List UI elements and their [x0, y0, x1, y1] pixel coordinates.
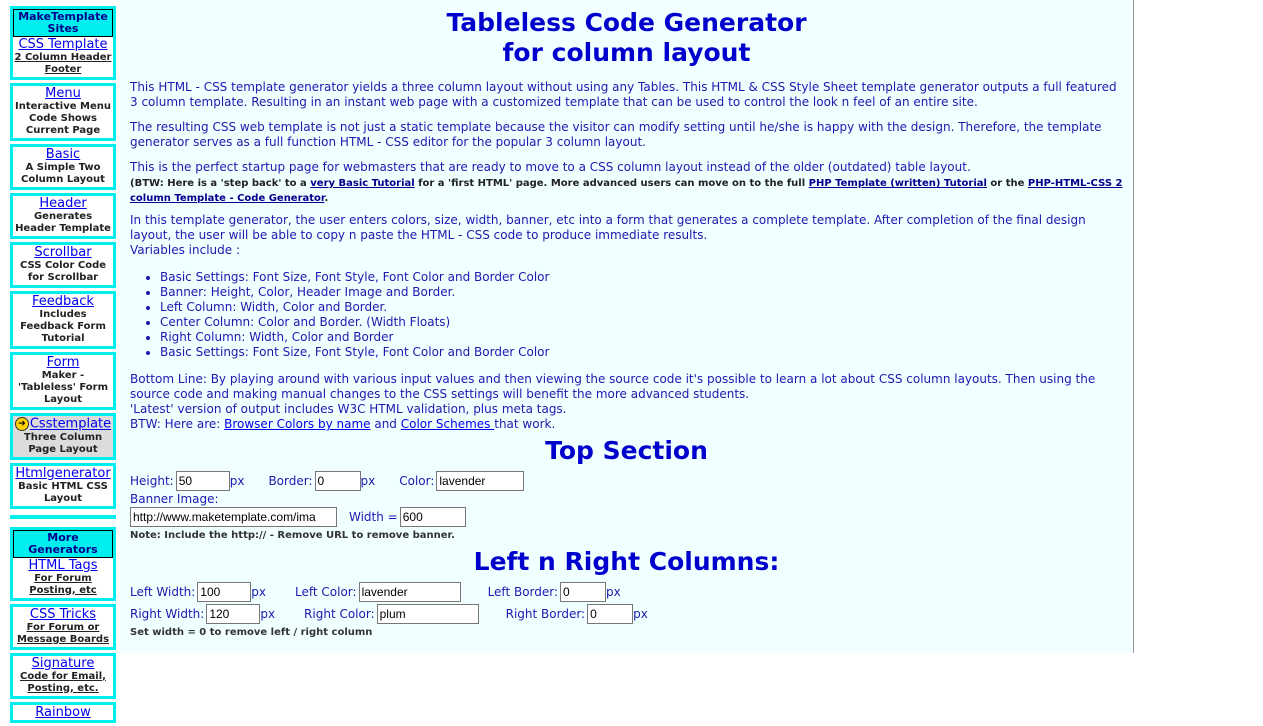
btw-text: for a 'first HTML' page. More advanced users can move on to the full	[414, 178, 809, 189]
sidebar-desc: Interactive Menu Code Shows Current Page	[15, 101, 111, 136]
startup-paragraph	[130, 160, 1123, 205]
sidebar-desc: Generates Header Template	[15, 211, 111, 234]
bottom-line-paragraph	[130, 372, 1123, 432]
right-border-label: Right Border:	[505, 606, 586, 621]
px-unit: px	[229, 473, 245, 488]
left-width-label: Left Width:	[130, 584, 196, 599]
sidebar-link-rainbow[interactable]: Rainbow	[35, 704, 91, 720]
btw-colors-text: BTW: Here are:	[130, 417, 225, 431]
page-title	[130, 8, 1123, 68]
generator-paragraph	[130, 213, 1123, 258]
columns-heading: Left n Right Columns:	[473, 547, 780, 576]
left-width-input[interactable]	[197, 582, 251, 602]
php-code-generator-link[interactable]: PHP-HTML-CSS 2 column Template - Code Generator	[130, 178, 1123, 204]
btw-text: (BTW: Here is a 'step back' to a	[130, 178, 311, 189]
color-schemes-link[interactable]: Color Schemes	[400, 417, 495, 431]
banner-row	[130, 506, 1123, 528]
sidebar-header: MakeTemplate Sites	[13, 9, 113, 37]
sidebar-current-label: Csstemplate	[29, 416, 112, 432]
btw-colors-text: that work.	[494, 417, 556, 431]
sidebar-desc: Basic HTML CSS Layout	[18, 480, 108, 504]
right-color-label: Right Color:	[304, 606, 375, 621]
more-generators-box	[10, 527, 116, 601]
btw-text: or the	[986, 178, 1028, 189]
right-width-input[interactable]	[206, 604, 260, 624]
generator-text: In this template generator, the user enters colors, size, width, banner, etc into a form that generates a complete template. After completion of the final design layout, the user will be able to copy n paste the HTML - CSS code to produce immediate results.	[130, 213, 1086, 242]
intro-paragraph: This HTML - CSS template generator yields a three column layout without using any Tables. This HTML & CSS Style Sheet template generator outputs a full featured 3 column template. Resulting in an instant web page with a customized template that can be used to control the look n feel of an entire site.	[130, 80, 1117, 109]
page-title-line2: for column layout	[502, 38, 751, 67]
border-input[interactable]	[315, 471, 361, 491]
latest-version-text: 'Latest' version of output includes W3C HTML validation, plus meta tags.	[130, 402, 567, 416]
sidebar-desc: Code for Email, Posting, etc.	[20, 670, 106, 694]
right-border-input[interactable]	[587, 604, 633, 624]
btw-colors-text: and	[370, 417, 401, 431]
sidebar-link-form[interactable]: Form	[46, 355, 80, 370]
sidebar-item-menu	[10, 83, 116, 141]
px-unit: px	[260, 606, 276, 621]
sites-nav-box	[10, 6, 116, 80]
left-border-label: Left Border:	[487, 584, 559, 599]
sidebar-desc: CSS Color Code for Scrollbar	[19, 260, 107, 283]
sidebar	[10, 6, 116, 726]
banner-label: Banner Image:	[130, 492, 219, 506]
list-item: • Right Column: Width, Color and Border	[160, 330, 1123, 345]
width-label: Width =	[349, 509, 398, 524]
sidebar-item-htmlgenerator	[10, 463, 116, 509]
page-title-line1: Tableless Code Generator	[446, 8, 807, 37]
top-section-row	[130, 470, 1123, 492]
sidebar-item-csstemplate-current	[10, 413, 116, 460]
sidebar-link-signature[interactable]: Signature	[31, 655, 95, 671]
sidebar-link-header[interactable]: Header	[39, 196, 87, 211]
sidebar-link-html-tags[interactable]: HTML Tags	[28, 557, 98, 573]
sidebar-desc: 2 Column Header Footer	[14, 52, 112, 75]
sidebar-item-css-tricks	[10, 604, 116, 650]
startup-text: This is the perfect startup page for webmasters that are ready to move to a CSS column layout instead of the older (outdated) table layout.	[130, 160, 971, 174]
left-border-input[interactable]	[560, 582, 606, 602]
variables-label: Variables include :	[130, 243, 240, 257]
list-item: • Left Column: Width, Color and Border.	[160, 300, 1123, 315]
banner-note: Note: Include the http:// - Remove URL to remove banner.	[130, 530, 455, 541]
height-label: Height:	[130, 473, 174, 488]
px-unit: px	[633, 606, 648, 621]
btw-note	[130, 178, 1122, 204]
left-color-input[interactable]	[359, 582, 461, 602]
sidebar-item-feedback	[10, 291, 116, 349]
px-unit: px	[360, 473, 376, 488]
columns-note: Set width = 0 to remove left / right column	[130, 627, 373, 638]
sidebar-divider	[10, 515, 116, 519]
arrow-right-icon: ➔	[15, 417, 29, 431]
color-input[interactable]	[436, 471, 524, 491]
px-unit: px	[606, 584, 621, 599]
sidebar-item-basic	[10, 144, 116, 190]
sidebar-desc: A Simple Two Column Layout	[21, 162, 105, 185]
list-item: • Basic Settings: Font Size, Font Style, Font Color and Border Color	[160, 270, 1123, 285]
list-item: • Basic Settings: Font Size, Font Style, Font Color and Border Color	[160, 345, 1123, 360]
sidebar-link-menu[interactable]: Menu	[45, 86, 81, 101]
px-unit: px	[251, 584, 267, 599]
right-color-input[interactable]	[377, 604, 479, 624]
banner-width-input[interactable]	[400, 507, 466, 527]
sidebar-link-css-tricks[interactable]: CSS Tricks	[29, 606, 97, 622]
bottom-line-text: Bottom Line: By playing around with various input values and then viewing the source code it's possible to learn a lot about CSS column layouts. Then using the source code and making manual changes to the CSS settings will benefit the more advanced students.	[130, 372, 1096, 401]
list-item: • Center Column: Color and Border. (Width Floats)	[160, 315, 1123, 330]
sidebar-item-header	[10, 193, 116, 239]
top-section-heading: Top Section	[545, 436, 708, 465]
banner-image-input[interactable]	[130, 507, 337, 527]
sidebar-desc: For Forum Posting, etc	[29, 572, 97, 596]
sidebar-desc: Includes Feedback Form Tutorial	[20, 309, 106, 344]
basic-tutorial-link[interactable]: very Basic Tutorial	[310, 178, 415, 189]
color-label: Color:	[399, 473, 435, 488]
variables-list	[130, 270, 1123, 360]
list-item: • Banner: Height, Color, Header Image and Border.	[160, 285, 1123, 300]
sidebar-item-scrollbar	[10, 242, 116, 288]
sidebar-header-more: More Generators	[13, 530, 113, 558]
sidebar-item-rainbow	[10, 702, 116, 723]
right-columns-row	[130, 603, 1123, 625]
sidebar-desc: Maker - 'Tableless' Form Layout	[17, 370, 108, 405]
description-paragraph: The resulting CSS web template is not just a static template because the visitor can modify setting until he/she is happy with the design. Therefore, the template generator serves as a full function HTML - CSS editor for the popular 3 column layout.	[130, 120, 1102, 149]
left-color-label: Left Color:	[295, 584, 357, 599]
sidebar-desc: Three Column Page Layout	[23, 431, 103, 455]
border-label: Border:	[268, 473, 313, 488]
sidebar-item-form	[10, 352, 116, 410]
main-content	[120, 0, 1134, 653]
height-input[interactable]	[176, 471, 230, 491]
btw-text: .	[324, 193, 329, 204]
sidebar-link-feedback[interactable]: Feedback	[32, 294, 94, 309]
sidebar-desc: For Forum or Message Boards	[16, 621, 110, 645]
right-width-label: Right Width:	[130, 606, 205, 621]
sidebar-link-csstemplate[interactable]	[13, 417, 113, 432]
left-columns-row	[130, 581, 1123, 603]
browser-colors-link[interactable]: Browser Colors by name	[224, 417, 371, 431]
php-template-tutorial-link[interactable]: PHP Template (written) Tutorial	[808, 178, 987, 189]
sidebar-link-scrollbar[interactable]: Scrollbar	[34, 245, 92, 260]
sidebar-link-basic[interactable]: Basic	[45, 147, 81, 162]
sidebar-item-signature	[10, 653, 116, 699]
sidebar-link-htmlgenerator[interactable]: Htmlgenerator	[15, 465, 111, 481]
sidebar-link-css-template[interactable]: CSS Template	[18, 37, 108, 52]
